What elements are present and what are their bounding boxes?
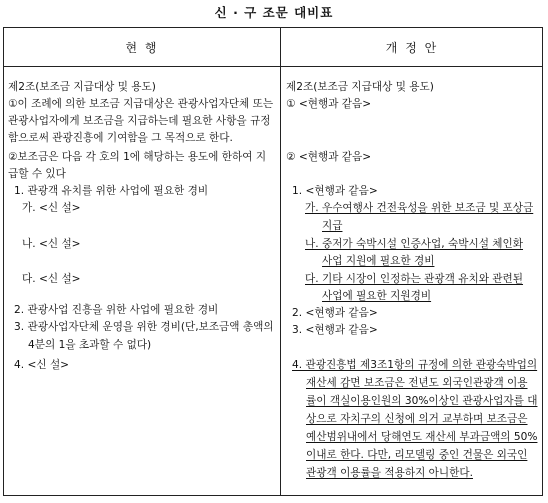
right-line: 3. <현행과 같음>	[292, 324, 378, 336]
left-line: 4. <신 설>	[14, 359, 70, 371]
right-line-amended: 상으로 자치구의 신청에 의거 교부하며 보조금은	[306, 413, 528, 425]
right-line-amended: 나. 중저가 숙박시설 인증사업, 숙박시설 체인화	[305, 238, 524, 250]
right-line-amended: 다. 기타 시장이 인정하는 관광객 유치와 관련된	[305, 273, 524, 285]
right-line-amended: 가. 우수여행사 건전육성을 위한 보조금 및 포상금	[305, 202, 534, 214]
left-line: ①이 조례에 의한 보조금 지급대상은 관광사업자단체 또는	[8, 98, 274, 110]
left-line: 1. 관광객 유치를 위한 사업에 필요한 경비	[14, 185, 209, 197]
left-line: 제2조(보조금 지급대상 및 용도)	[8, 81, 156, 93]
left-line: 가. <신 설>	[22, 202, 81, 214]
left-line: 나. <신 설>	[22, 238, 81, 250]
left-line: 다. <신 설>	[22, 273, 81, 285]
right-line-amended: 관광객 이용률을 적용하지 아니한다.	[306, 467, 473, 479]
right-line: 제2조(보조금 지급대상 및 용도)	[286, 81, 434, 93]
header-divider	[4, 66, 542, 67]
right-line-amended: 4. 관광진흥법 제3조1항의 규정에 의한 관광숙박업의	[292, 359, 538, 371]
header-revised: 개 정 안	[385, 41, 439, 55]
right-line-amended: 률이 객실이용인원의 30%이상인 관광사업자를 대	[306, 395, 538, 407]
right-line: ① <현행과 같음>	[286, 98, 372, 110]
right-line: 2. <현행과 같음>	[292, 307, 378, 319]
left-line: 4분의 1을 초과할 수 없다)	[28, 339, 152, 351]
right-line: 1. <현행과 같음>	[292, 185, 378, 197]
right-line-amended: 재산세 감면 보조금은 전년도 외국인관광객 이용	[306, 377, 528, 389]
left-line: 급할 수 있다	[8, 168, 66, 180]
right-line-amended: 사업에 필요한 지원경비	[322, 290, 432, 302]
left-line: 관광사업자에게 보조금을 지급하는데 필요한 사항을 규정	[8, 115, 271, 127]
right-line-amended: 이내로 한다. 다만, 리모델링 중인 건물은 외국인	[306, 449, 528, 461]
right-line-amended: 지급	[322, 220, 343, 232]
left-line: 3. 관광사업자단체 운영을 위한 경비(단,보조금액 총액의	[14, 321, 274, 333]
right-line-amended: 사업 지원에 필요한 경비	[322, 255, 435, 267]
document-title: 신 · 구 조문 대비표	[214, 5, 334, 20]
column-divider	[280, 28, 281, 495]
left-line: 함으로써 관광진흥에 기여함을 그 목적으로 한다.	[8, 132, 233, 144]
right-line-amended: 예산범위내에서 당해연도 재산세 부과금액의 50%	[306, 431, 538, 443]
right-line: ② <현행과 같음>	[286, 151, 372, 163]
header-current: 현 행	[125, 41, 159, 55]
left-line: 2. 관광사업 진흥을 위한 사업에 필요한 경비	[14, 304, 219, 316]
left-line: ②보조금은 다음 각 호의 1에 해당하는 용도에 한하여 지	[8, 151, 267, 163]
